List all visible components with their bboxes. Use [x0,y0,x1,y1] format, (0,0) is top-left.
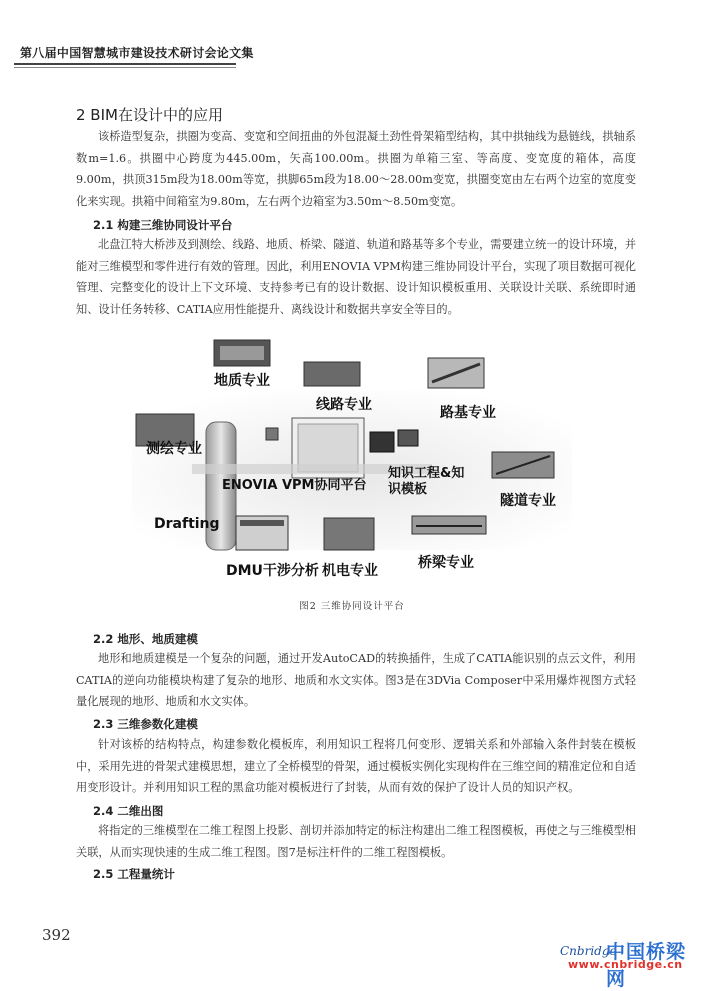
route-thumbnail [304,362,360,386]
subsection-2-1-paragraph: 北盘江特大桥涉及到测绘、线路、地质、桥梁、隧道、轨道和路基等多个专业，需要建立统一的设计环境，并能对三维模型和零件进行有效的管理。因此，利用ENOVIA VPM构建三维协同设计平台，实现了项目数据可视化管理、完整变化的设计上下文环境、支持参考已有的设计数据、设计知识模板重用、关联设计关联、系统即时通知、设计任务转移、CATIA应用性能提升、离线设计和数据共享安全等目的。 [76,238,636,316]
subsection-2-3-paragraph: 针对该桥的结构特点，构建参数化模板库，利用知识工程将几何变形、逻辑关系和外部输入条件封装在模板中，采用先进的骨架式建模思想，建立了全桥模型的骨架，通过模板实例化实现构件在三维空间的精准定位和自适用变形设计。并利用知识工程的黑盒功能对模板进行了封装，从而有效的保护了设计人员的知识产权。 [76,738,636,794]
subsection-2-1-title: 2.1 构建三维协同设计平台 [93,218,233,232]
subsection-2-2-paragraph: 地形和地质建模是一个复杂的问题，通过开发AutoCAD的转换插件，生成了CATIA能识别的点云文件，利用CATIA的逆向功能模块构建了复杂的地形、地质和水文实体。图3是在3DVia Composer中采用爆炸视图方式轻量化展现的地形、地质和水文实体。 [76,652,636,708]
knowledge-icon [370,432,394,452]
electro-thumbnail [324,518,374,550]
page-number: 392 [42,926,71,944]
section-title: 2 BIM在设计中的应用 [76,106,223,124]
figure-label-knowledge: 知识工程&知识模板 [388,466,465,497]
figure-label-subgrade: 路基专业 [440,405,496,421]
header-rule [14,63,236,65]
header-rule-thin [14,67,236,68]
figure-label-tunnel: 隧道专业 [500,493,556,509]
cube-icon [266,428,278,440]
figure-label-bridge: 桥梁专业 [418,555,474,571]
figure-label-drafting: Drafting [154,516,220,532]
subsection-2-4-paragraph: 将指定的三维模型在二维工程图上投影、剖切并添加特定的标注构建出二维工程图模板，再使之与三维模型相关联，从而实现快速的生成二维工程图。图7是标注杆件的二维工程图模板。 [76,824,636,859]
figure-label-route: 线路专业 [316,397,372,413]
subsection-2-3-title: 2.3 三维参数化建模 [93,717,198,731]
subsection-2-2-title: 2.2 地形、地质建模 [93,632,198,646]
watermark-site-name: 中国桥梁网 [606,941,687,990]
section-intro-paragraph: 该桥造型复杂，拱圈为变高、变宽和空间扭曲的外包混凝土劲性骨架箱型结构，其中拱轴线为悬链线，拱轴系数m=1.6。拱圈中心跨度为445.00m，矢高100.00m。拱圈为单箱三室、等高度、变宽度的箱体，高度9.00m，拱顶315m段为18.00m等宽，拱脚65m段为18.00～28.00m变宽，拱圈变宽由左右两个边室的宽度变化来实现。拱箱中间箱室为9.80m，左右两个边箱室为3.50m～8.50m变宽。 [76,130,636,208]
figure-caption: 图2 三维协同设计平台 [299,601,405,612]
figure-collaboration-platform [132,330,572,592]
figure-label-enovia: ENOVIA VPM协同平台 [222,478,367,493]
subsection-2-4-title: 2.4 二维出图 [93,804,164,818]
figure-label-geology: 地质专业 [214,373,270,389]
figure-label-survey: 测绘专业 [146,441,202,457]
figure-label-dmu: DMU干涉分析 [226,563,319,579]
figure-illustration [132,330,572,592]
running-header: 第八届中国智慧城市建设技术研讨会论文集 [20,46,254,60]
watermark-logo: Cnbridge [560,944,617,958]
subsection-2-5-title: 2.5 工程量统计 [93,867,175,881]
figure-label-electro: 机电专业 [322,563,378,579]
watermark-url: www.cnbridge.cn [568,958,683,971]
